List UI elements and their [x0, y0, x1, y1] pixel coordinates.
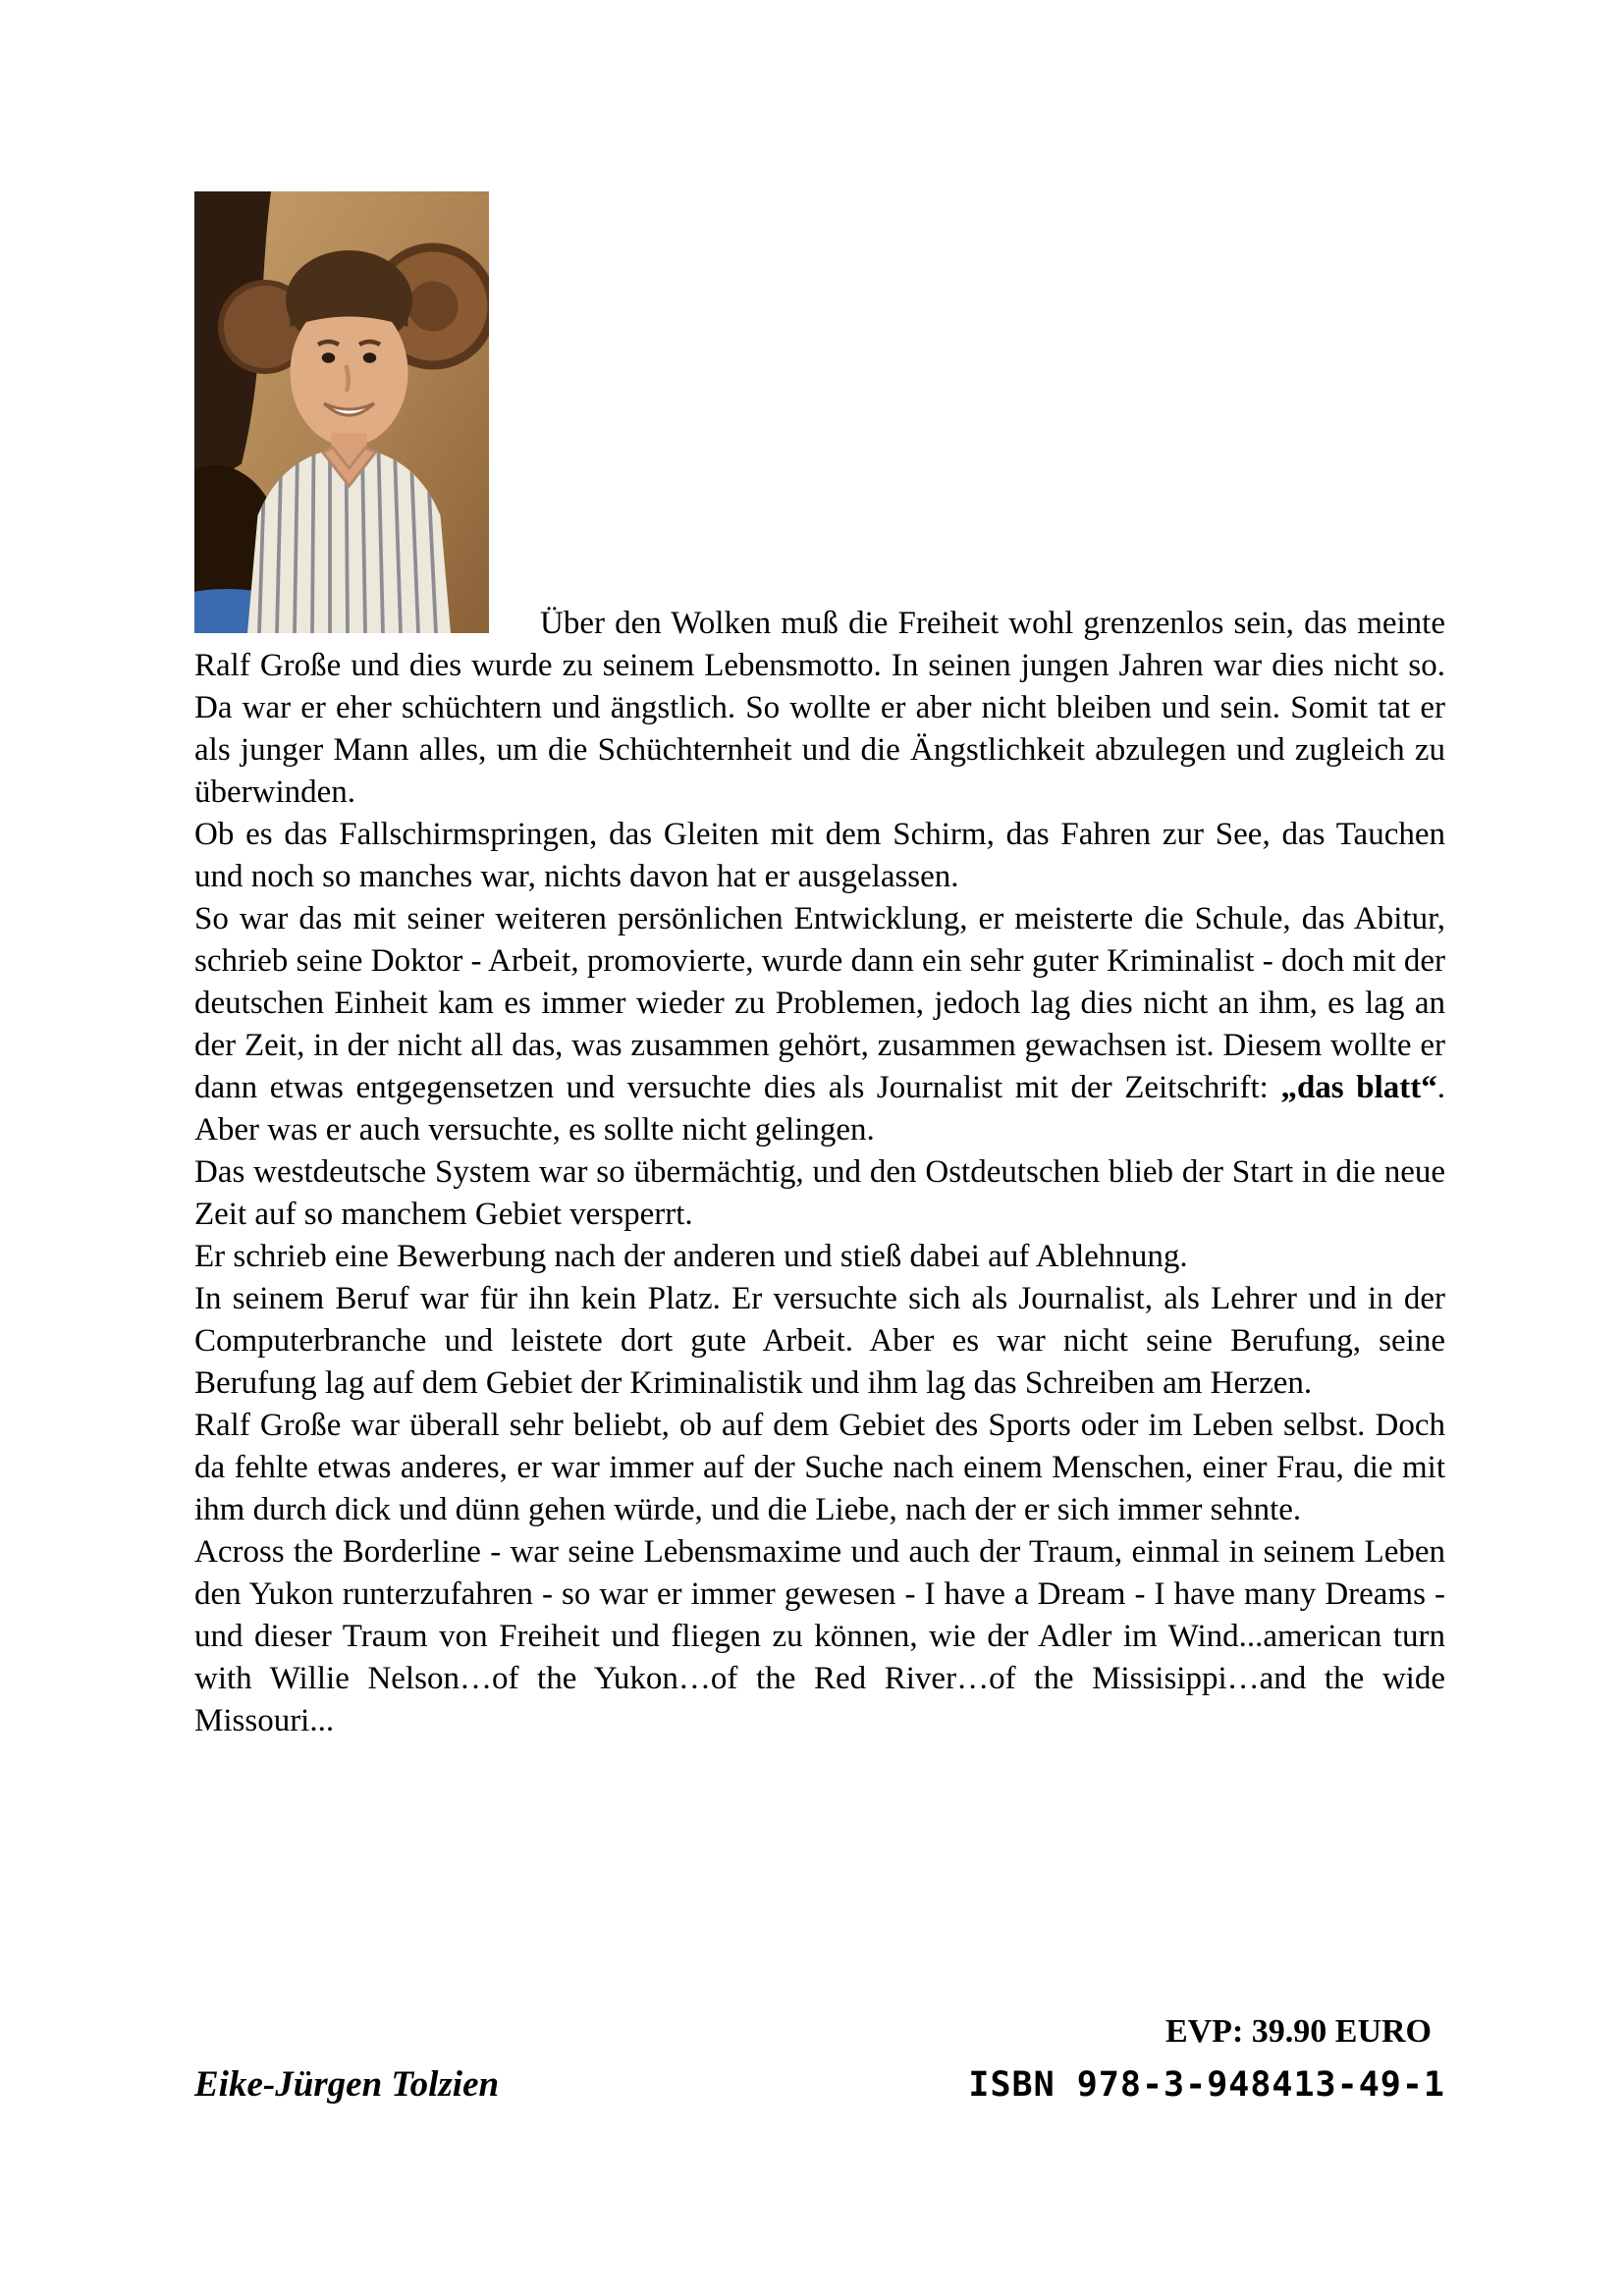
- body-text-block: [194, 191, 1445, 1742]
- paragraph-6: In seinem Beruf war für ihn kein Platz. Er versuchte sich als Journalist, als Lehrer und in der Computerbranche und leistete dort gute Arbeit. Aber es war nicht seine Berufung, seine Berufung lag auf dem Gebiet der Kriminalistik und ihm lag das Schreiben am Herzen.: [194, 1281, 1445, 1401]
- paragraph-4: Das westdeutsche System war so übermächtig, und den Ostdeutschen blieb der Start in die neue Zeit auf so manchem Gebiet versperrt.: [194, 1154, 1445, 1232]
- byline-row: [194, 2063, 1445, 2106]
- paragraph-7: Ralf Große war überall sehr beliebt, ob auf dem Gebiet des Sports oder im Leben selbst. Doch da fehlte etwas anderes, er war immer auf der Suche nach einem Menschen, einer Frau, die mit ihm durch dick und dünn gehen würde, und die Liebe, nach der er sich immer sehnte.: [194, 1408, 1445, 1527]
- paragraph-3: So war das mit seiner weiteren persönlichen Entwicklung, er meisterte die Schule, das Abitur, schrieb seine Doktor - Arbeit, promovierte, wurde dann ein sehr guter Kriminalist - doch mit der deutschen Einheit kam es immer wieder zu Problemen, jedoch lag dies nicht an ihm, es lag an der Zeit, in der nicht all das, was zusammen gehört, zusammen gewachsen ist. Diesem wollte er dann etwas entgegensetzen und versuchte dies als Journalist mit der Zeitschrift: „das blatt“. Aber was er auch versuchte, es sollte nicht gelingen.: [194, 901, 1445, 1148]
- paragraph-1-text: Über den Wolken muß die Freiheit wohl grenzenlos sein, das meinte Ralf Große und dies wurde zu seinem Lebensmotto. In seinen jungen Jahren war dies nicht so. Da war er eher schüchtern und ängstlich. So wollte er aber nicht bleiben und sein. Somit tat er als junger Mann alles, um die Schüchternheit und die Ängstlichkeit abzulegen und zugleich zu überwinden.: [194, 606, 1445, 810]
- isbn-number: ISBN 978-3-948413-49-1: [968, 2065, 1445, 2105]
- price-label: EVP: 39.90 EURO: [1164, 2013, 1432, 2050]
- paragraph-1: [194, 191, 1445, 814]
- paragraph-5: Er schrieb eine Bewerbung nach der anderen und stieß dabei auf Ablehnung.: [194, 1239, 1188, 1274]
- portrait-photo: [194, 191, 489, 633]
- footer-block: [194, 2010, 1445, 2106]
- paragraph-2: Ob es das Fallschirmspringen, das Gleiten mit dem Schirm, das Fahren zur See, das Tauchen und noch so manches war, nichts davon hat er ausgelassen.: [194, 817, 1445, 894]
- magazine-name: „das blatt“: [1280, 1070, 1437, 1105]
- paragraph-8: Across the Borderline - war seine Lebensmaxime und auch der Traum, einmal in seinem Leben den Yukon runterzufahren - so war er immer gewesen - I have a Dream - I have many Dreams - und dieser Traum von Freiheit und fliegen zu können, wie der Adler im Wind...american turn with Willie Nelson…of the Yukon…of the Red River…of the Missisippi…and the wide Missouri...: [194, 1534, 1445, 1738]
- author-name: Eike-Jürgen Tolzien: [194, 2064, 500, 2105]
